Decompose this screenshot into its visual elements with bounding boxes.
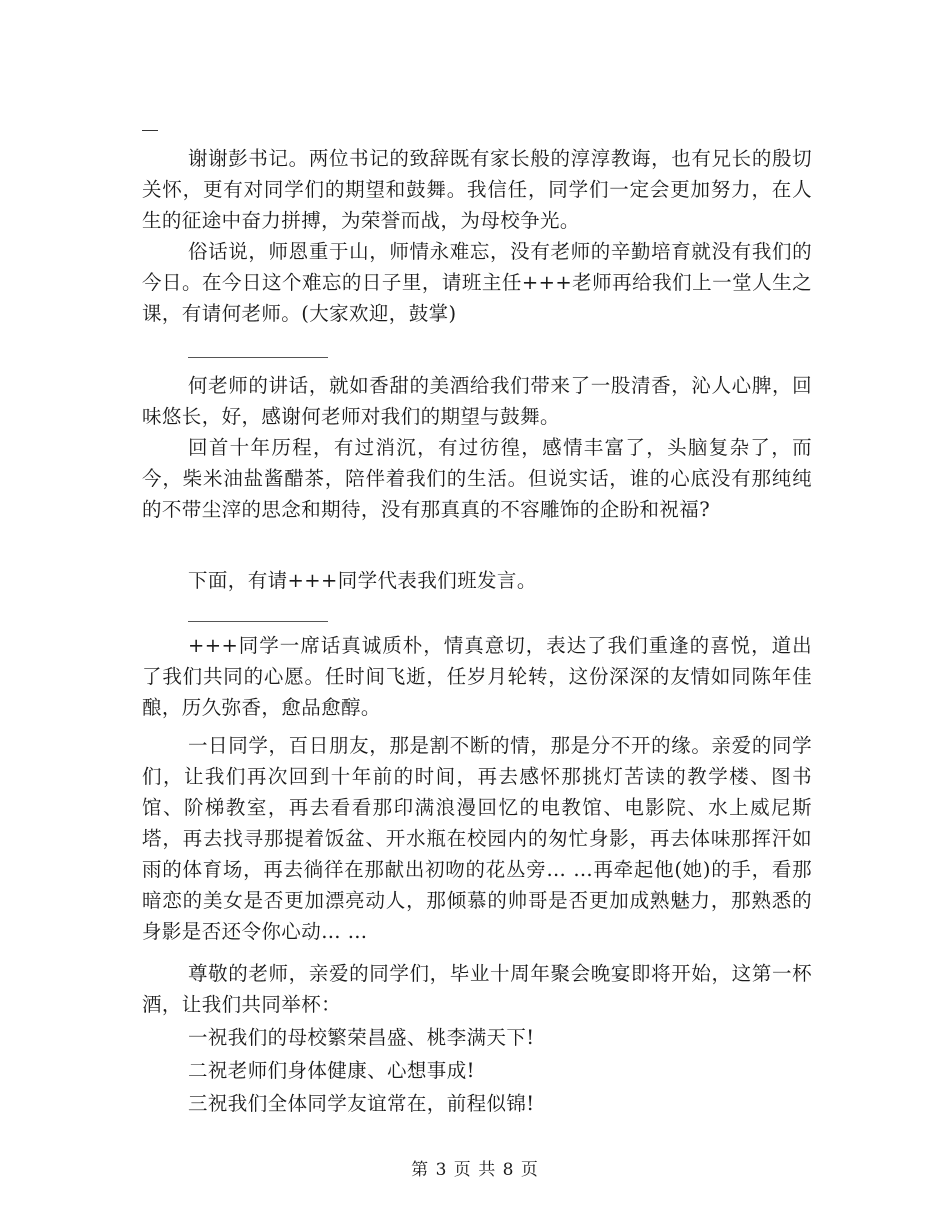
top-dash-mark bbox=[142, 130, 158, 131]
toast-line-3: 三祝我们全体同学友谊常在，前程似锦! bbox=[188, 1092, 535, 1115]
toast-line-2: 二祝老师们身体健康、心想事成! bbox=[188, 1059, 475, 1082]
paragraph-4: 回首十年历程，有过消沉，有过彷徨，感情丰富了，头脑复杂了，而今，柴米油盐酱醋茶，陪伴着我们的生活。但说实话，谁的心底没有那纯纯的不带尘滓的思念和期待，没有那真真的不容雕饰的企盼和祝福? bbox=[142, 436, 812, 521]
paragraph-7: 一日同学，百日朋友，那是割不断的情，那是分不开的缘。亲爱的同学们，让我们再次回到十年前的时间，再去感怀那挑灯苦读的教学楼、图书馆、阶梯教室，再去看看那印满浪漫回忆的电教馆、电影院、水上威尼斯塔，再去找寻那提着饭盆、开水瓶在校园内的匆忙身影，再去体味那挥汗如雨的体育场，再去徜徉在那献出初吻的花丛旁… …再牵起他(她)的手，看那暗恋的美女是否更加漂亮动人，那倾慕的帅哥是否更加成熟魅力，那熟悉的身影是否还令你心动… … bbox=[142, 734, 812, 943]
paragraph-1: 谢谢彭书记。两位书记的致辞既有家长般的淳淳教诲，也有兄长的殷切关怀，更有对同学们的期望和鼓舞。我信任，同学们一定会更加努力，在人生的征途中奋力拼搏，为荣誉而战，为母校争光。 bbox=[142, 147, 812, 232]
paragraph-5: 下面，有请+++同学代表我们班发言。 bbox=[188, 569, 537, 592]
paragraph-6: +++同学一席话真诚质朴，情真意切，表达了我们重逢的喜悦，道出了我们共同的心愿。任时间飞逝，任岁月轮转，这份深深的友情如同陈年佳酿，历久弥香，愈品愈醇。 bbox=[142, 634, 812, 719]
separator-line-2 bbox=[188, 621, 328, 622]
separator-line-1 bbox=[188, 357, 328, 358]
page-number-footer: 第 3 页 共 8 页 bbox=[411, 1160, 539, 1180]
paragraph-2: 俗话说，师恩重于山，师情永难忘，没有老师的辛勤培育就没有我们的今日。在今日这个难忘的日子里，请班主任+++老师再给我们上一堂人生之课，有请何老师。(大家欢迎，鼓掌) bbox=[142, 240, 812, 325]
toast-line-1: 一祝我们的母校繁荣昌盛、桃李满天下! bbox=[188, 1026, 535, 1049]
paragraph-3: 何老师的讲话，就如香甜的美酒给我们带来了一股清香，沁人心脾，回味悠长，好，感谢何老师对我们的期望与鼓舞。 bbox=[142, 374, 812, 428]
paragraph-8: 尊敬的老师，亲爱的同学们，毕业十周年聚会晚宴即将开始，这第一杯酒，让我们共同举杯： bbox=[142, 962, 812, 1016]
